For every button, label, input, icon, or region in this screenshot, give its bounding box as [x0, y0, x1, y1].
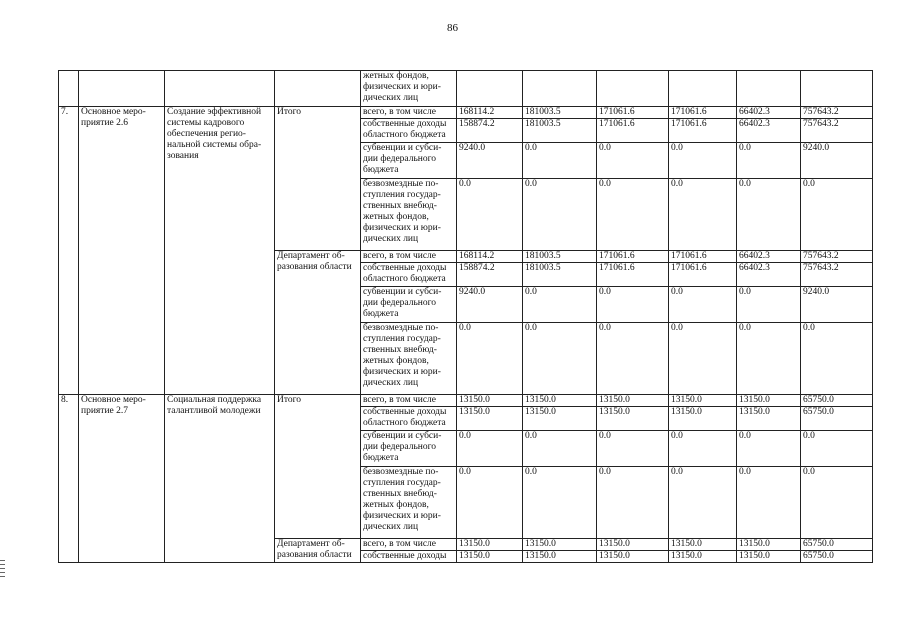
value-cell: 13150.0	[737, 539, 801, 551]
value-cell: 181003.5	[523, 107, 597, 119]
value-cell: 66402.3	[737, 251, 801, 263]
source-cell: безвозмездные по-ступления государ-ственных внебюд-жетных фондов, физических и юри-дических лиц	[361, 323, 457, 395]
value-cell: 0.0	[457, 323, 523, 395]
empty-cell	[669, 71, 737, 107]
value-cell: 13150.0	[523, 551, 597, 563]
empty-cell	[79, 71, 165, 107]
value-cell: 0.0	[737, 143, 801, 179]
empty-cell	[523, 71, 597, 107]
value-cell: 0.0	[669, 323, 737, 395]
source-cell: субвенции и субси-дии федерального бюджета	[361, 431, 457, 467]
value-cell: 158874.2	[457, 263, 523, 287]
value-cell: 9240.0	[457, 287, 523, 323]
value-cell: 13150.0	[597, 539, 669, 551]
value-cell: 757643.2	[801, 263, 873, 287]
empty-cell	[275, 71, 361, 107]
source-cell: всего, в том числе	[361, 395, 457, 407]
source-cell: собственные доходы областного бюджета	[361, 263, 457, 287]
value-cell: 13150.0	[669, 539, 737, 551]
value-cell: 168114.2	[457, 251, 523, 263]
empty-cell	[597, 71, 669, 107]
value-cell: 171061.6	[669, 107, 737, 119]
value-cell: 0.0	[737, 287, 801, 323]
measure-code: Основное меро-приятие 2.7	[79, 395, 165, 563]
source-cell: безвозмездные по-ступления государ-ственных внебюд-жетных фондов, физических и юри-дических лиц	[361, 467, 457, 539]
value-cell: 0.0	[597, 287, 669, 323]
value-cell: 13150.0	[669, 407, 737, 431]
measure-name: Создание эффективной системы кадрового обеспечения регио-нальной системы обра-зования	[165, 107, 275, 395]
page-number: 86	[447, 22, 458, 34]
empty-cell	[165, 71, 275, 107]
empty-cell	[801, 71, 873, 107]
value-cell: 181003.5	[523, 263, 597, 287]
value-cell: 0.0	[597, 431, 669, 467]
value-cell: 171061.6	[597, 263, 669, 287]
table-row	[59, 395, 873, 407]
value-cell: 0.0	[737, 431, 801, 467]
measure-code: Основное меро-приятие 2.6	[79, 107, 165, 395]
value-cell: 13150.0	[523, 407, 597, 431]
value-cell: 13150.0	[597, 551, 669, 563]
value-cell: 181003.5	[523, 119, 597, 143]
value-cell: 0.0	[737, 323, 801, 395]
value-cell: 158874.2	[457, 119, 523, 143]
value-cell: 0.0	[801, 431, 873, 467]
value-cell: 13150.0	[737, 407, 801, 431]
value-cell: 0.0	[597, 467, 669, 539]
executor-cell: Департамент об-разования области	[275, 251, 361, 395]
table-row	[59, 71, 873, 107]
value-cell: 13150.0	[523, 395, 597, 407]
value-cell: 13150.0	[457, 539, 523, 551]
empty-cell	[737, 71, 801, 107]
value-cell: 0.0	[669, 431, 737, 467]
executor-cell: Итого	[275, 107, 361, 251]
value-cell: 13150.0	[737, 551, 801, 563]
value-cell: 0.0	[523, 143, 597, 179]
value-cell: 66402.3	[737, 107, 801, 119]
value-cell: 0.0	[669, 143, 737, 179]
value-cell: 757643.2	[801, 107, 873, 119]
empty-cell	[59, 71, 79, 107]
value-cell: 13150.0	[669, 395, 737, 407]
value-cell: 0.0	[669, 287, 737, 323]
value-cell: 171061.6	[669, 119, 737, 143]
value-cell: 0.0	[523, 287, 597, 323]
value-cell: 0.0	[669, 467, 737, 539]
value-cell: 0.0	[597, 323, 669, 395]
source-cell: всего, в том числе	[361, 539, 457, 551]
value-cell: 171061.6	[597, 119, 669, 143]
budget-table	[58, 70, 873, 563]
value-cell: 0.0	[457, 179, 523, 251]
value-cell: 65750.0	[801, 539, 873, 551]
value-cell: 181003.5	[523, 251, 597, 263]
value-cell: 0.0	[523, 323, 597, 395]
value-cell: 0.0	[457, 431, 523, 467]
executor-cell: Департамент об-разования области	[275, 539, 361, 563]
source-cell: безвозмездные по-ступления государ-ственных внебюд-жетных фондов, физических и юри-дических лиц	[361, 179, 457, 251]
source-cell: собственные доходы областного бюджета	[361, 119, 457, 143]
value-cell: 0.0	[523, 431, 597, 467]
value-cell: 13150.0	[597, 407, 669, 431]
value-cell: 13150.0	[523, 539, 597, 551]
value-cell: 168114.2	[457, 107, 523, 119]
source-cell: жетных фондов, физических и юри-дических лиц	[361, 71, 457, 107]
value-cell: 0.0	[597, 179, 669, 251]
value-cell: 13150.0	[457, 407, 523, 431]
value-cell: 65750.0	[801, 407, 873, 431]
value-cell: 0.0	[737, 179, 801, 251]
value-cell: 66402.3	[737, 263, 801, 287]
value-cell: 757643.2	[801, 251, 873, 263]
executor-cell: Итого	[275, 395, 361, 539]
row-number: 8.	[59, 395, 79, 563]
value-cell: 171061.6	[597, 107, 669, 119]
source-cell: субвенции и субси-дии федерального бюджета	[361, 143, 457, 179]
value-cell: 13150.0	[669, 551, 737, 563]
value-cell: 13150.0	[737, 395, 801, 407]
source-cell: собственные доходы	[361, 551, 457, 563]
table-row	[59, 107, 873, 119]
value-cell: 0.0	[801, 467, 873, 539]
source-cell: собственные доходы областного бюджета	[361, 407, 457, 431]
value-cell: 171061.6	[669, 263, 737, 287]
value-cell: 9240.0	[457, 143, 523, 179]
value-cell: 9240.0	[801, 143, 873, 179]
empty-cell	[457, 71, 523, 107]
source-cell: субвенции и субси-дии федерального бюджета	[361, 287, 457, 323]
margin-marks	[0, 560, 6, 580]
value-cell: 0.0	[597, 143, 669, 179]
value-cell: 0.0	[737, 467, 801, 539]
value-cell: 171061.6	[597, 251, 669, 263]
row-number: 7.	[59, 107, 79, 395]
value-cell: 66402.3	[737, 119, 801, 143]
value-cell: 9240.0	[801, 287, 873, 323]
source-cell: всего, в том числе	[361, 251, 457, 263]
value-cell: 0.0	[457, 467, 523, 539]
value-cell: 0.0	[669, 179, 737, 251]
value-cell: 65750.0	[801, 395, 873, 407]
value-cell: 0.0	[523, 179, 597, 251]
value-cell: 0.0	[801, 179, 873, 251]
measure-name: Социальная поддержка талантливой молодежи	[165, 395, 275, 563]
value-cell: 757643.2	[801, 119, 873, 143]
value-cell: 171061.6	[669, 251, 737, 263]
value-cell: 13150.0	[457, 551, 523, 563]
source-cell: всего, в том числе	[361, 107, 457, 119]
value-cell: 13150.0	[597, 395, 669, 407]
value-cell: 13150.0	[457, 395, 523, 407]
value-cell: 0.0	[523, 467, 597, 539]
value-cell: 65750.0	[801, 551, 873, 563]
value-cell: 0.0	[801, 323, 873, 395]
